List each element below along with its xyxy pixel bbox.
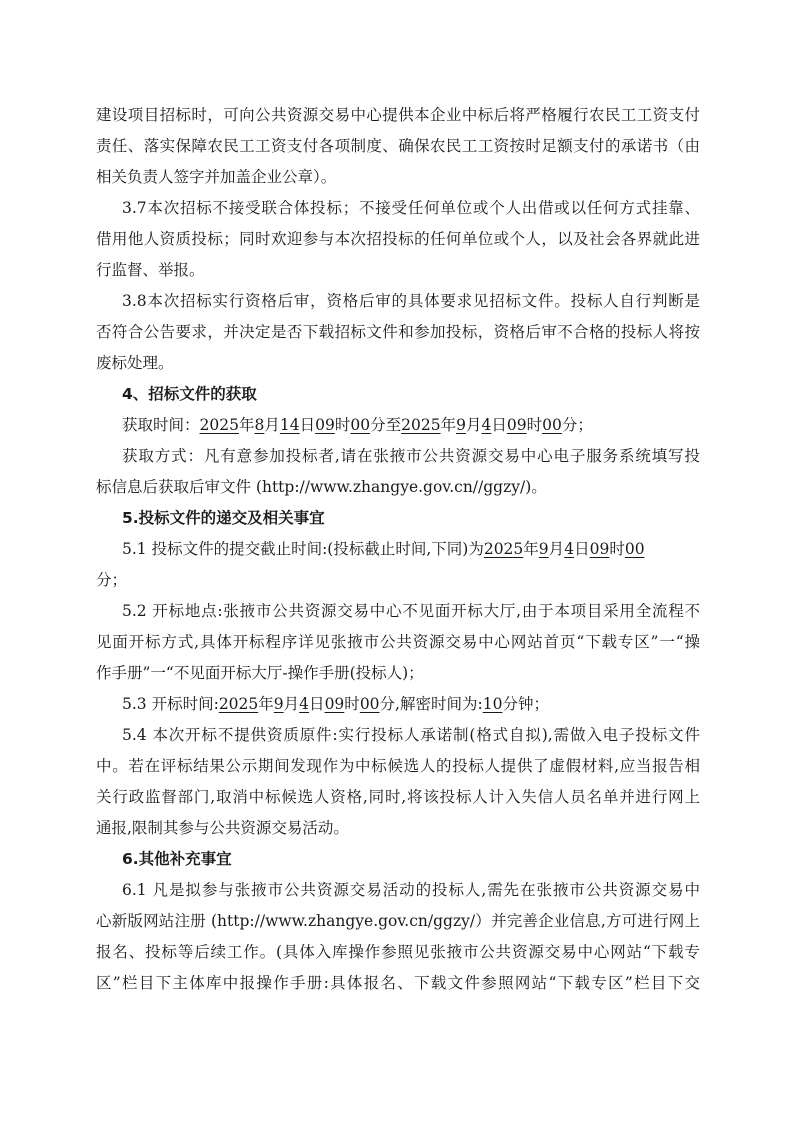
text-line: 相关负责人签字并加盖企业公章）。 [96,168,337,186]
hour: 09 [324,695,345,713]
unit: 日 [574,540,590,558]
month: 9 [456,416,466,434]
day: 4 [564,540,575,558]
paragraph-3-8 [96,286,700,379]
acquisition-method [96,441,700,503]
text-line: 心新版网站注册 (http://www.zhangye.gov.cn/ggzy/）并完善企业信息,方可进行网上 [96,912,700,930]
unit: 年 [440,416,457,434]
year: 2025 [483,540,524,558]
text-line: 关行政监督部门,取消中标候选人资格,同时,将该投标人计入失信人员名单并进行网上 [96,788,700,806]
text-line: 5.4 本次开标不提供资质原件:实行投标人承诺制(格式自拟),需做入电子投标文件 [122,726,700,744]
duration: 10 [482,695,503,713]
text: 5.1 投标文件的提交截止时间:(投标截止时间,下同)为 [122,540,484,558]
day: 4 [299,695,310,713]
label: 获取时间： [122,416,200,434]
hour: 09 [589,540,610,558]
unit: 时 [334,416,351,434]
section-heading-6: 6.其他补充事宜 [122,850,232,868]
minute: 00 [542,416,562,434]
text-line: 获取方式：凡有意参加投标者,请在张掖市公共资源交易中心电子服务系统填写投 [122,447,700,465]
text-line: 废标处理。 [96,354,174,372]
unit: 年 [258,695,274,713]
text-line: 3.8本次招标实行资格后审，资格后审的具体要求见招标文件。投标人自行判断是 [122,292,700,310]
paragraph-6-1 [96,875,700,999]
text: 5.3 开标时间: [122,695,219,713]
text-line: 标信息后获取后审文件 (http://www.zhangye.gov.cn//ggzy/)。 [96,478,547,496]
month: 9 [538,540,549,558]
day: 14 [279,416,300,434]
text-line: 借用他人资质投标；同时欢迎参与本次招投标的任何单位或个人，以及社会各界就此进 [96,230,700,248]
text-line: 见面开标方式,具体开标程序详见张掖市公共资源交易中心网站首页“下载专区”一“操 [96,633,700,651]
unit: 分至 [370,416,402,434]
acquisition-time [96,410,700,441]
unit: 时 [344,695,360,713]
paragraph-wage-commitment [96,100,700,193]
paragraph-5-3 [96,689,700,720]
paragraph-5-1 [96,534,700,596]
month: 9 [273,695,284,713]
unit: 月 [548,540,565,558]
paragraph-5-2 [96,596,700,689]
unit: 时 [526,416,543,434]
section-heading-5: 5.投标文件的递交及相关事宜 [122,509,325,527]
paragraph-3-7 [96,193,700,286]
hour: 09 [315,416,335,434]
unit: 日 [491,416,507,434]
month: 8 [254,416,265,434]
text-line: 分； [96,571,128,589]
text-line: 6.1 凡是拟参与张掖市公共资源交易活动的投标人,需先在张掖市公共资源交易中 [122,881,700,899]
text-line: 中。若在评标结果公示期间发现作为中标候选人的投标人提供了虚假材料,应当报告相 [96,757,700,775]
day: 4 [481,416,492,434]
text-line: 责任、落实保障农民工工资支付各项制度、确保农民工工资按时足额支付的承诺书（由 [96,137,700,155]
text-line: 行监督、举报。 [96,261,205,279]
unit: 时 [609,540,625,558]
unit: 日 [309,695,325,713]
text-line: 报名、投标等后续工作。(具体入库操作参照见张掖市公共资源交易中心网站“下载专 [96,943,700,961]
unit: 年 [238,416,255,434]
text-line: 建设项目招标时，可向公共资源交易中心提供本企业中标后将严格履行农民工工资支付 [96,106,700,124]
text-line [96,534,700,565]
text: 分,解密时间为: [379,695,483,713]
minute: 00 [350,416,371,434]
text-line: 通报,限制其参与公共资源交易活动。 [96,819,349,837]
minute: 00 [359,695,380,713]
paragraph-5-4 [96,720,700,844]
unit: 年 [523,540,539,558]
text-line: 作手册”一“不见面开标大厅-操作手册(投标人)； [96,664,424,682]
text-line: 3.7本次招标不接受联合体投标；不接受任何单位或个人出借或以任何方式挂靠、 [122,199,700,217]
unit: 月 [264,416,280,434]
unit: 月 [465,416,482,434]
unit: 月 [283,695,300,713]
text-line: 否符合公告要求，并决定是否下载招标文件和参加投标，资格后审不合格的投标人将按 [96,323,700,341]
year: 2025 [218,695,259,713]
year: 2025 [199,416,239,434]
document-page [96,100,700,999]
section-heading-4: 4、招标文件的获取 [122,385,257,403]
unit: 日 [299,416,316,434]
year: 2025 [401,416,441,434]
text-line: 区”栏目下主体库中报操作手册:具体报名、下载文件参照网站“下载专区”栏目下交 [96,974,700,992]
unit: 分钟； [502,695,549,713]
text-line: 5.2 开标地点:张掖市公共资源交易中心不见面开标大厅,由于本项目采用全流程不 [122,602,700,620]
hour: 09 [506,416,527,434]
minute: 00 [624,540,645,558]
unit: 分； [561,416,593,434]
